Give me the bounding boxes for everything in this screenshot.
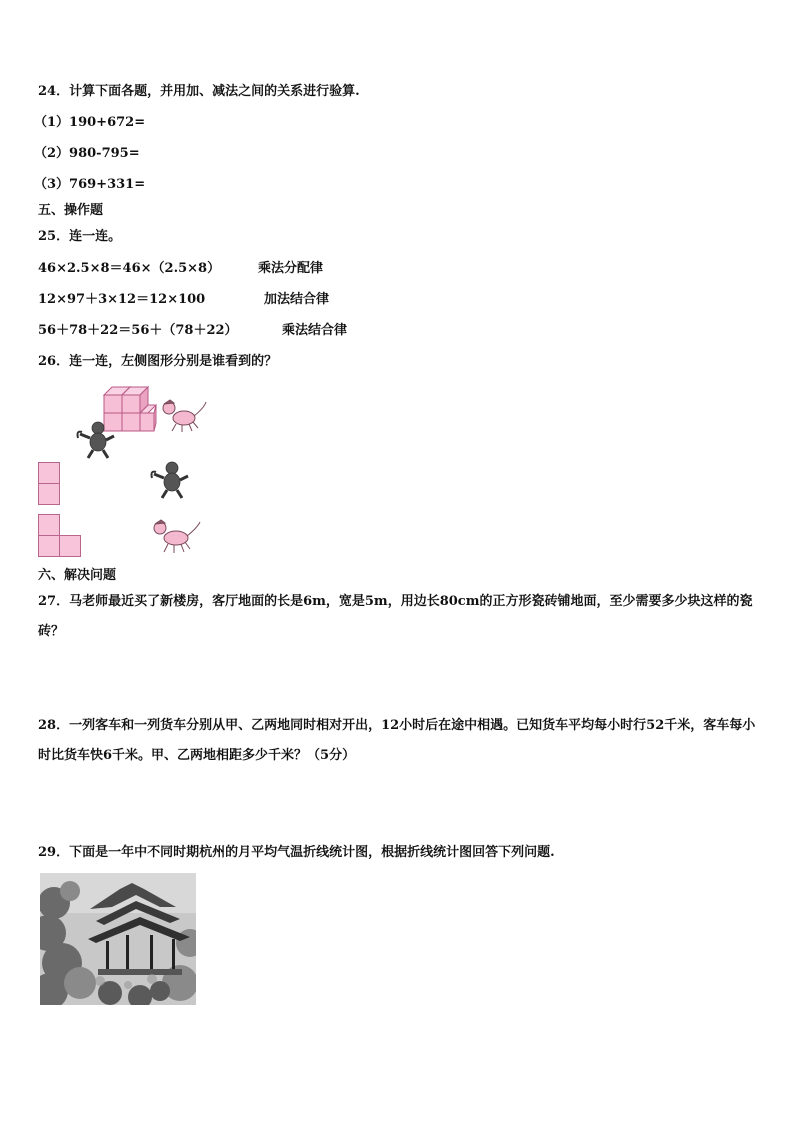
q25-law-3: 乘法结合律	[282, 323, 348, 338]
q26-title: 26．连一连，左侧图形分别是谁看到的？	[38, 354, 278, 369]
q25-expression-2: 12×97＋3×12＝12×100	[38, 292, 206, 307]
q24-item-3: （3）769+331=	[34, 177, 146, 192]
section-heading-5: 五、操作题	[38, 203, 104, 218]
q29-title: 29．下面是一年中不同时期杭州的月平均气温折线统计图，根据折线统计图回答下列问题.	[38, 845, 555, 860]
q27-text: 27．马老师最近买了新楼房，客厅地面的长是6m，宽是5m，用边长80cm的正方形瓷砖铺地面，至少需要多少块这样的瓷砖？	[38, 594, 753, 639]
q25-expression-1: 46×2.5×8＝46×（2.5×8）	[38, 261, 221, 276]
q25-law-2: 加法结合律	[264, 292, 330, 307]
q25-title: 25．连一连。	[38, 229, 122, 244]
q24-item-2: （2）980-795=	[34, 146, 140, 161]
q24-title: 24．计算下面各题，并用加、减法之间的关系进行验算.	[38, 84, 360, 99]
section-heading-6: 六、解决问题	[38, 568, 117, 583]
q25-expression-3: 56＋78＋22＝56＋（78＋22）	[38, 323, 238, 338]
q28-text: 28．一列客车和一列货车分别从甲、乙两地同时相对开出，12小时后在途中相遇。已知货车平均每小时行52千米，客车每小时比货车快6千米。甲、乙两地相距多少千米？（5分）	[38, 718, 756, 763]
q24-item-1: （1）190+672=	[34, 115, 146, 130]
q25-law-1: 乘法分配律	[258, 261, 324, 276]
